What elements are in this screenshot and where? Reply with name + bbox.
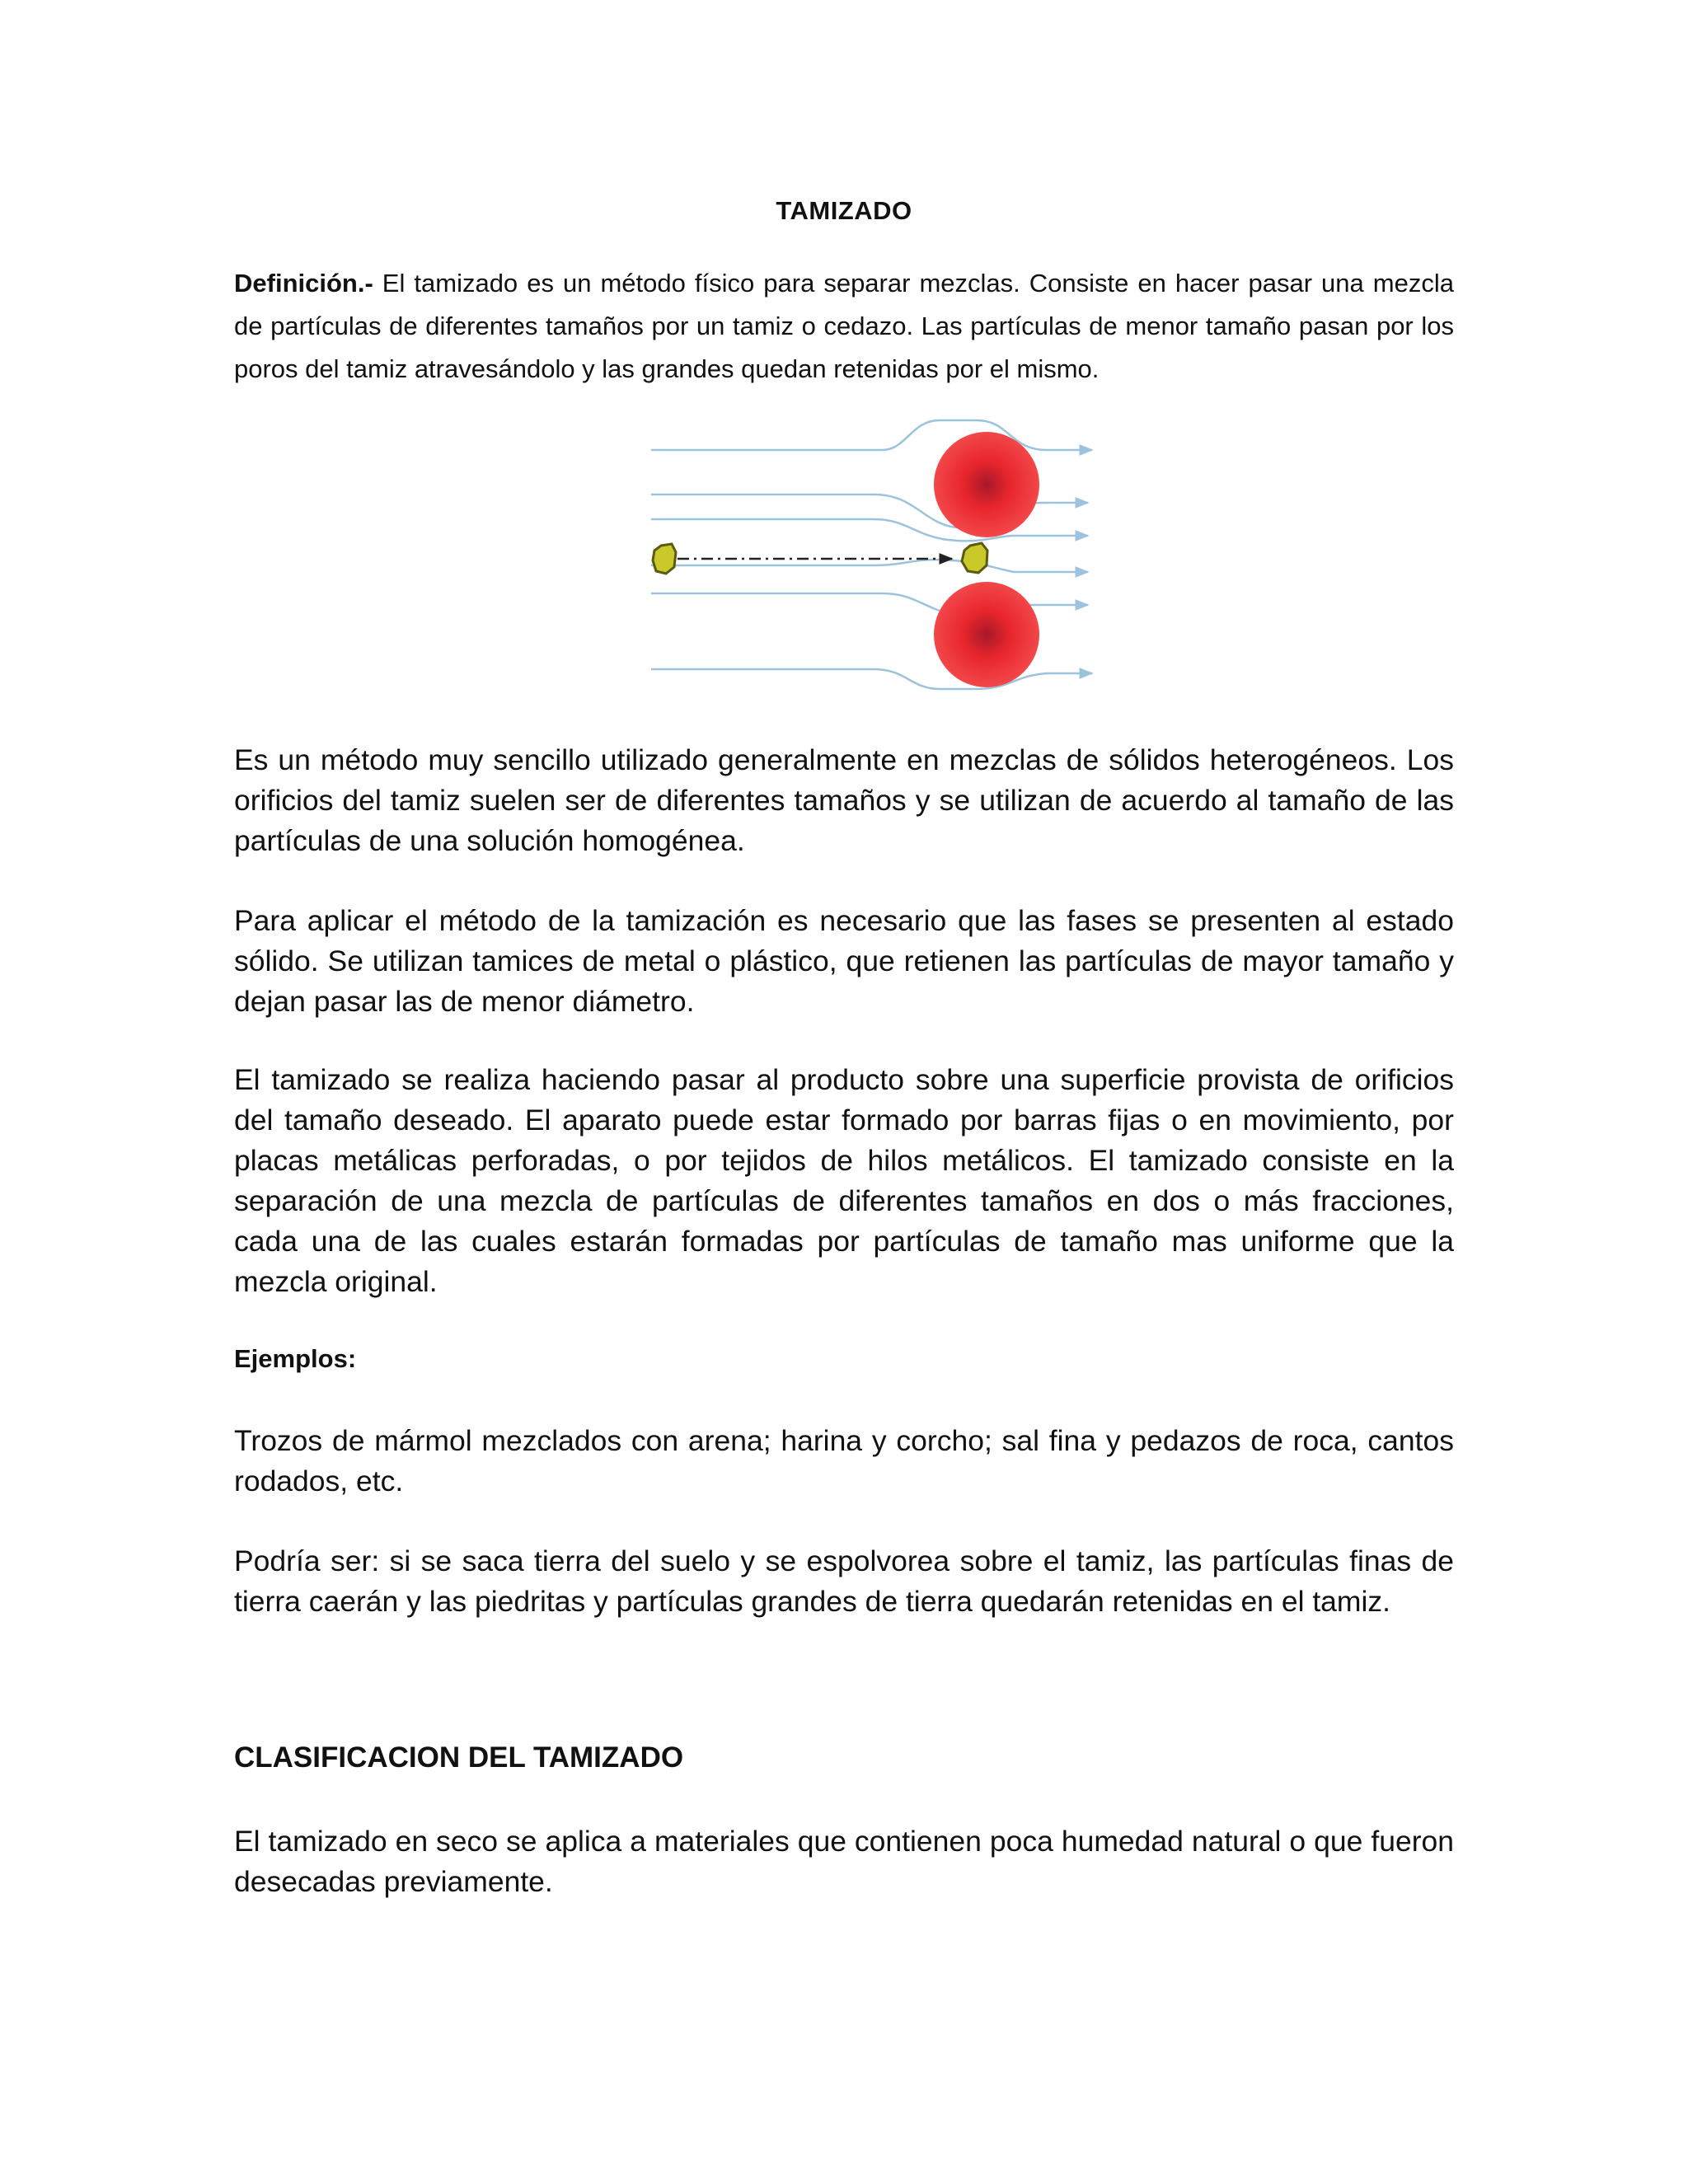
classification-heading: CLASIFICACION DEL TAMIZADO xyxy=(234,1741,684,1774)
paragraph-1: Es un método muy sencillo utilizado generalmente en mezclas de sólidos heterogéneos. Los orificios del tamiz suelen ser de diferentes tamaños y se utilizan de acuerdo al tamaño de las partículas de una solución homogénea. xyxy=(234,743,1454,857)
examples-heading: Ejemplos: xyxy=(234,1344,357,1373)
particle-passing xyxy=(962,543,987,573)
flow-line-4 xyxy=(651,560,1088,572)
sieve-sphere-bottom xyxy=(934,582,1039,687)
definition-text: El tamizado es un método físico para separar mezclas. Consiste en hacer pasar una mezcla de partículas de diferentes tamaños por un tamiz o cedazo. Las partículas de menor tamaño pasan por los poros del tamiz atravesándolo y las grandes quedan retenidas por el mismo. xyxy=(234,269,1454,383)
page-title: TAMIZADO xyxy=(776,196,912,225)
paragraph-3: El tamizado se realiza haciendo pasar al producto sobre una superficie provista de orificios del tamaño deseado. El aparato puede estar formado por barras fijas o en movimiento, por placas metálicas perforadas, o por tejidos de hilos metálicos. El tamizado consiste en la separación de una mezcla de partículas de diferentes tamaños en dos o más fracciones, cada una de las cuales estarán formadas por partículas de tamaño mas uniforme que la mezcla original. xyxy=(234,1063,1454,1298)
paragraph-2: Para aplicar el método de la tamización es necesario que las fases se presenten al estado sólido. Se utilizan tamices de metal o plástico, que retienen las partículas de mayor tamaño y dejan pasar las de menor diámetro. xyxy=(234,904,1454,1018)
flow-line-6 xyxy=(651,669,1092,689)
example-2: Podría ser: si se saca tierra del suelo y se espolvorea sobre el tamiz, las partículas finas de tierra caerán y las piedritas y partículas grandes de tierra quedarán retenidas en el tamiz. xyxy=(234,1544,1454,1618)
particle-start xyxy=(653,544,676,574)
flow-line-1 xyxy=(651,420,1092,450)
sieve-diagram-svg xyxy=(626,404,1104,692)
sieve-diagram xyxy=(626,404,1104,692)
definition-label: Definición.- xyxy=(234,269,373,298)
definition-paragraph xyxy=(234,262,1454,391)
classification-paragraph: El tamizado en seco se aplica a materiales que contienen poca humedad natural o que fueron desecadas previamente. xyxy=(234,1825,1454,1898)
example-1: Trozos de mármol mezclados con arena; harina y corcho; sal fina y pedazos de roca, cantos rodados, etc. xyxy=(234,1424,1454,1497)
sieve-sphere-top xyxy=(934,432,1039,537)
